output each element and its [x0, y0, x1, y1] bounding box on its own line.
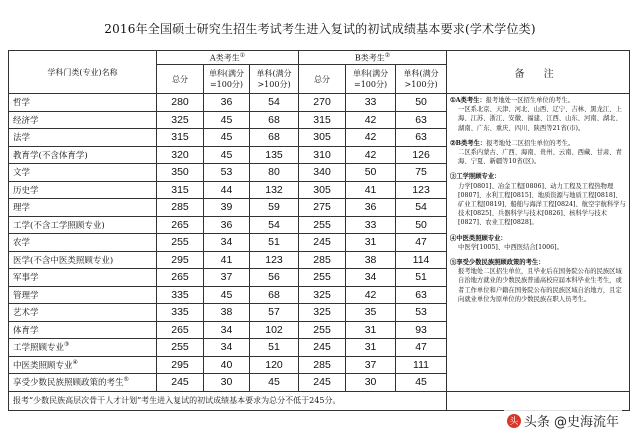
a-total: 315	[157, 129, 204, 147]
a-single-100-line1: 单科(满分	[208, 69, 245, 78]
a-single-100: 40	[204, 356, 250, 374]
a-single-100: 34	[204, 321, 250, 339]
b-single-100: 36	[346, 199, 396, 217]
a-total: 265	[157, 321, 204, 339]
subject-name: 历史学	[9, 181, 157, 199]
b-single-100: 31	[346, 321, 396, 339]
a-total-header: 总分	[157, 65, 204, 94]
b-single-100: 42	[346, 146, 396, 164]
subject-name: 农学	[9, 234, 157, 252]
note-engineering	[450, 172, 626, 227]
b-single-gt100: 47	[396, 234, 447, 252]
b-single-gt100: 50	[396, 216, 447, 234]
subject-name: 经济学	[9, 111, 157, 129]
note-tcm-text: 中医学[1005]、中西医结合[1006]。	[458, 243, 563, 251]
b-single-100: 41	[346, 181, 396, 199]
a-total: 350	[157, 164, 204, 182]
a-single-100: 45	[204, 111, 250, 129]
a-single-gt100: 68	[250, 129, 299, 147]
note-category-a	[450, 96, 626, 133]
a-single-gt100-line2: >100分)	[257, 80, 291, 89]
b-single-100-line1: 单科(满分	[352, 69, 389, 78]
a-total: 315	[157, 181, 204, 199]
b-single-100: 34	[346, 269, 396, 287]
a-total: 280	[157, 94, 204, 112]
category-a-header	[157, 51, 299, 65]
a-single-gt100: 45	[250, 374, 299, 392]
b-single-100: 42	[346, 129, 396, 147]
subject-name: 军事学	[9, 269, 157, 287]
a-total: 335	[157, 304, 204, 322]
b-total: 285	[299, 356, 346, 374]
note-eng-head: ③工学照顾专业：	[450, 173, 501, 181]
note-minority-text: 报考地处二区招生单位，且毕业后在国务院公布的民族区域自治地方就业的少数民族普通高校应届本科毕业生考生，或者工作单位和户籍在国务院公布的民族区域自治地方，且定向就业单位为原单位的少数民族在职人员考生。	[458, 268, 622, 303]
a-single-100: 45	[204, 286, 250, 304]
b-single-gt100: 63	[396, 111, 447, 129]
b-single-gt100: 63	[396, 286, 447, 304]
a-single-gt100: 51	[250, 234, 299, 252]
b-single-gt100: 47	[396, 339, 447, 357]
note-b-region: 二区系内蒙古、广西、海南、贵州、云南、西藏、甘肃、青海、宁夏、新疆等10省(区)。	[458, 149, 622, 166]
subject-column-header: 学科门类(专业)名称	[9, 51, 157, 94]
a-single-gt100: 80	[250, 164, 299, 182]
b-single-100: 50	[346, 164, 396, 182]
b-single-gt100: 45	[396, 374, 447, 392]
a-total: 335	[157, 286, 204, 304]
notes-cell	[447, 94, 630, 392]
b-total: 245	[299, 374, 346, 392]
b-single-gt100: 93	[396, 321, 447, 339]
a-single-gt100: 57	[250, 304, 299, 322]
a-single-gt100-header	[250, 65, 299, 94]
category-b-label: B类考生	[354, 53, 385, 63]
b-total: 285	[299, 251, 346, 269]
b-single-100: 30	[346, 374, 396, 392]
a-single-100: 34	[204, 339, 250, 357]
b-total: 325	[299, 286, 346, 304]
a-single-100: 39	[204, 199, 250, 217]
notes-column-header: 备 注	[447, 51, 630, 94]
a-single-gt100: 68	[250, 111, 299, 129]
a-total: 295	[157, 356, 204, 374]
note-a-text: 报考地处一区招生单位的考生。	[485, 97, 574, 104]
table-row	[9, 94, 630, 112]
footnote-notes-cell	[447, 391, 630, 410]
b-total: 255	[299, 216, 346, 234]
b-single-100: 35	[346, 304, 396, 322]
subject-name: 享受少数民族照顾政策的考生⑤	[9, 374, 157, 392]
a-single-100: 45	[204, 129, 250, 147]
toutiao-logo-icon: 头	[507, 414, 521, 428]
b-single-gt100: 126	[396, 146, 447, 164]
a-single-100: 34	[204, 234, 250, 252]
table-body	[9, 94, 630, 392]
b-total: 245	[299, 339, 346, 357]
note-category-b	[450, 139, 626, 167]
subject-name: 艺术学	[9, 304, 157, 322]
a-single-gt100: 59	[250, 199, 299, 217]
b-single-gt100: 53	[396, 304, 447, 322]
b-total: 255	[299, 269, 346, 287]
b-single-gt100: 114	[396, 251, 447, 269]
note-b-text: 报考地处二区招生单位的考生。	[486, 139, 575, 147]
a-single-100: 44	[204, 181, 250, 199]
note-tcm-head: ④中医类照顾专业：	[450, 234, 507, 242]
a-total: 265	[157, 216, 204, 234]
a-total: 285	[157, 199, 204, 217]
b-single-100: 31	[346, 234, 396, 252]
b-total: 325	[299, 304, 346, 322]
a-total: 245	[157, 374, 204, 392]
a-single-100: 38	[204, 304, 250, 322]
watermark	[504, 410, 622, 431]
a-single-100-line2: =100分)	[209, 80, 244, 89]
subject-name: 管理学	[9, 286, 157, 304]
requirements-table-wrapper	[8, 50, 629, 411]
a-single-gt100: 68	[250, 286, 299, 304]
a-single-gt100: 123	[250, 251, 299, 269]
b-total: 305	[299, 129, 346, 147]
note-a-region: 一区系北京、天津、河北、山西、辽宁、吉林、黑龙江、上海、江苏、浙江、安徽、福建、江西、山东、河南、湖北、湖南、广东、重庆、四川、陕西等21省(市)。	[458, 106, 622, 132]
subject-name: 教育学(不含体育学)	[9, 146, 157, 164]
b-total: 340	[299, 164, 346, 182]
footnote: 报考“少数民族高层次骨干人才计划”考生进入复试的初试成绩基本要求为总分不低于245分。	[9, 391, 447, 410]
b-total: 305	[299, 181, 346, 199]
note-eng-text: 力学[0801]、冶金工程[0806]、动力工程及工程热物理[0807]、水利工程[0815]、地质资源与地质工程[0818]、矿业工程[0819]、船舶与海洋工程[0824]、航空宇航科学与技术[0825]、兵器科学与技术[0826]、核科学与技术[0827]、农业工程[0828]。	[458, 182, 626, 227]
subject-name: 工学(不含工学照顾专业)	[9, 216, 157, 234]
category-b-sup: ②	[384, 51, 391, 59]
category-a-sup: ①	[239, 51, 246, 59]
b-single-gt100-line2: >100分)	[404, 80, 438, 89]
b-single-100: 33	[346, 216, 396, 234]
b-total: 315	[299, 111, 346, 129]
subject-name: 医学(不含中医类照顾专业)	[9, 251, 157, 269]
a-single-100: 53	[204, 164, 250, 182]
b-single-100: 37	[346, 356, 396, 374]
subject-name: 工学照顾专业③	[9, 339, 157, 357]
note-a-head: ①A类考生：	[450, 97, 486, 104]
a-single-gt100: 56	[250, 269, 299, 287]
category-a-label: A类考生	[209, 53, 240, 63]
b-total: 275	[299, 199, 346, 217]
a-total: 255	[157, 339, 204, 357]
b-single-100-header	[346, 65, 396, 94]
a-single-gt100-line1: 单科(满分	[256, 69, 292, 78]
watermark-text: 头条 @史海流年	[523, 415, 619, 430]
b-single-gt100-line1: 单科(满分	[403, 69, 439, 78]
category-b-header	[299, 51, 447, 65]
a-single-100-header	[204, 65, 250, 94]
b-single-100: 38	[346, 251, 396, 269]
b-total: 310	[299, 146, 346, 164]
a-single-100: 37	[204, 269, 250, 287]
note-b-head: ②B类考生：	[450, 139, 487, 147]
requirements-table	[8, 50, 630, 411]
b-single-gt100: 50	[396, 94, 447, 112]
subject-name: 法学	[9, 129, 157, 147]
a-total: 265	[157, 269, 204, 287]
b-single-gt100: 75	[396, 164, 447, 182]
b-single-gt100: 63	[396, 129, 447, 147]
page-title: 2016年全国硕士研究生招生考试考生进入复试的初试成绩基本要求(学术学位类)	[104, 22, 536, 36]
b-total-header: 总分	[299, 65, 346, 94]
a-single-100: 36	[204, 216, 250, 234]
b-single-100-line2: =100分)	[353, 80, 388, 89]
b-single-100: 33	[346, 94, 396, 112]
b-single-100: 42	[346, 111, 396, 129]
a-single-100: 30	[204, 374, 250, 392]
note-tcm	[450, 234, 626, 252]
a-total: 320	[157, 146, 204, 164]
subject-name: 体育学	[9, 321, 157, 339]
b-total: 255	[299, 321, 346, 339]
a-single-gt100: 51	[250, 339, 299, 357]
b-single-gt100: 51	[396, 269, 447, 287]
b-single-gt100: 123	[396, 181, 447, 199]
b-total: 270	[299, 94, 346, 112]
a-single-100: 36	[204, 94, 250, 112]
b-single-100: 31	[346, 339, 396, 357]
a-single-gt100: 120	[250, 356, 299, 374]
a-single-gt100: 102	[250, 321, 299, 339]
a-single-gt100: 54	[250, 216, 299, 234]
b-total: 245	[299, 234, 346, 252]
subject-name: 哲学	[9, 94, 157, 112]
a-single-100: 41	[204, 251, 250, 269]
b-single-gt100: 54	[396, 199, 447, 217]
note-minority-head: ⑤享受少数民族照顾政策的考生：	[450, 259, 545, 267]
a-total: 255	[157, 234, 204, 252]
b-single-gt100: 111	[396, 356, 447, 374]
a-single-gt100: 135	[250, 146, 299, 164]
subject-name: 中医类照顾专业④	[9, 356, 157, 374]
a-total: 325	[157, 111, 204, 129]
subject-name: 理学	[9, 199, 157, 217]
b-single-gt100-header	[396, 65, 447, 94]
b-single-100: 42	[346, 286, 396, 304]
note-minority	[450, 258, 626, 304]
a-single-gt100: 132	[250, 181, 299, 199]
a-single-100: 45	[204, 146, 250, 164]
a-single-gt100: 54	[250, 94, 299, 112]
a-total: 295	[157, 251, 204, 269]
subject-name: 文学	[9, 164, 157, 182]
